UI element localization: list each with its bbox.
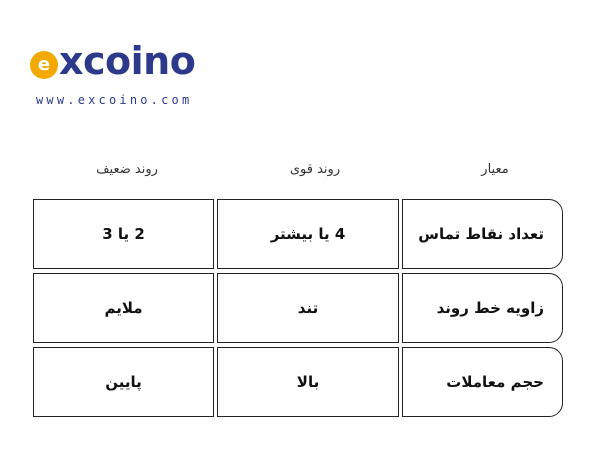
weak-cell-trendline-angle: ملایم [33,273,214,343]
excoino-logo [30,36,195,86]
criteria-cell-touch-points: تعداد نقاط تماس [402,199,563,269]
strong-cell-trading-volume: بالا [217,347,399,417]
header-strong-trend: روند قوی [289,162,341,177]
site-url: www.excoino.com [36,93,193,107]
logo-coin-letter: e [37,54,51,75]
header-criteria: معیار [481,162,509,177]
bitcoin-coin-icon [30,51,58,79]
strong-cell-touch-points: 4 یا بیشتر [217,199,399,269]
criteria-cell-trendline-angle: زاویه خط روند [402,273,563,343]
weak-cell-trading-volume: پایین [33,347,214,417]
weak-cell-touch-points: 2 یا 3 [33,199,214,269]
header-weak-trend: روند ضعیف [96,162,158,177]
criteria-cell-trading-volume: حجم معاملات [402,347,563,417]
strong-cell-trendline-angle: تند [217,273,399,343]
logo-wordmark: xcoino [59,39,196,83]
